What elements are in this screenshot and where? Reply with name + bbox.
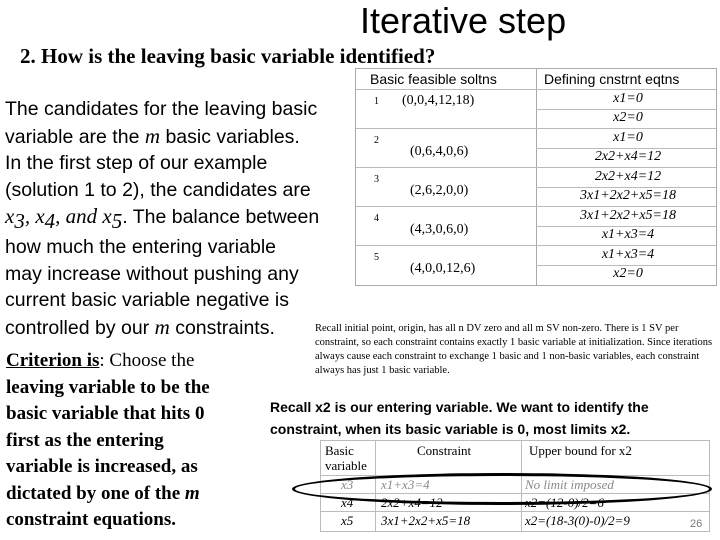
body-line: (solution 1 to 2), the candidates are (5, 178, 311, 201)
solution-tuple: (0,6,4,0,6) (410, 144, 469, 159)
upper-bound-cell: No limit imposed (525, 477, 614, 492)
body-line: The candidates for the leaving basic (5, 98, 318, 120)
defining-equation: 3x1+2x2+x5=18 (580, 208, 676, 223)
constraint-cell: x1+x3=4 (381, 477, 430, 492)
recall-note: Recall initial point, origin, has all n DV zero and all m SV non-zero. There is 1 SV per constraint, so each constraint contains exactly 1 basic variable at initialization. Since iterations always cause each constraint to exchange 1 basic and 1 non-basic variables, each constraint always has just 1 basic variable. (315, 323, 713, 376)
solution-number: 3 (374, 174, 379, 185)
table-header: Basic variable (325, 443, 367, 473)
constraint-cell: 3x1+2x2+x5=18 (381, 513, 471, 528)
solution-number: 2 (374, 135, 379, 146)
solutions-table (355, 68, 717, 286)
highlight-oval (292, 473, 712, 505)
constraint-cell: 2x2+x4=12 (381, 495, 443, 510)
body-line: In the first step of our example (5, 152, 268, 174)
solution-number: 4 (374, 213, 379, 224)
solution-tuple: (2,6,2,0,0) (410, 183, 469, 198)
defining-equation: 2x2+x4=12 (594, 149, 662, 164)
basic-variable-cell: x5 (341, 513, 354, 528)
recall-entering-note: Recall x2 is our entering variable. We want to identify the constraint, when its basic variable is 0, most limits x2. (270, 399, 649, 437)
solution-tuple: (0,0,4,12,18) (402, 93, 475, 108)
body-line: controlled by our m constraints. (5, 314, 275, 339)
body-paragraph (5, 96, 350, 341)
solution-tuple: (4,0,0,12,6) (410, 261, 476, 276)
slide-title: Iterative step (360, 0, 567, 41)
page-number: 26 (690, 518, 703, 530)
body-line: $x_3$, $x_4$, and $x_5$. The balance between (5, 204, 320, 233)
body-line: current basic variable negative is (5, 289, 289, 312)
table-header: Upper bound for x2 (529, 443, 632, 458)
defining-equation: x2=0 (613, 110, 643, 125)
table-header: Defining cnstrnt eqtns (544, 71, 680, 87)
question-heading: 2. How is the leaving basic variable identified? (20, 44, 436, 68)
criterion-text: Criterion is: Choose the leaving variable to be the basic variable that hits 0 first as the entering variable is increased, as dictated by one of the m constraint equations. (6, 350, 210, 530)
defining-equation: 2x2+x4=12 (594, 169, 662, 184)
solution-number: 1 (374, 96, 379, 107)
defining-equation: x1+x3=4 (601, 227, 655, 242)
solution-number: 5 (374, 252, 379, 263)
body-line: may increase without pushing any (5, 262, 299, 285)
defining-equation: x1+x3=4 (601, 247, 655, 262)
body-line: how much the entering variable (5, 236, 276, 259)
defining-equation: 3x1+2x2+x5=18 (580, 188, 676, 203)
body-line: variable are the m basic variables. (5, 123, 300, 148)
solution-tuple: (4,3,0,6,0) (410, 222, 469, 237)
upper-bound-cell: x2=(12-0)/2=6 (525, 495, 604, 510)
defining-equation: x2=0 (613, 266, 643, 281)
table-header: Constraint (417, 443, 472, 458)
defining-equation: x1=0 (613, 91, 643, 106)
basic-variable-cell: x3 (341, 477, 354, 492)
table-header: Basic feasible soltns (370, 71, 497, 87)
upper-bound-cell: x2=(18-3(0)-0)/2=9 (525, 513, 630, 528)
basic-variable-cell: x4 (341, 495, 354, 510)
criterion-label: Criterion is (6, 350, 100, 371)
defining-equation: x1=0 (613, 130, 643, 145)
